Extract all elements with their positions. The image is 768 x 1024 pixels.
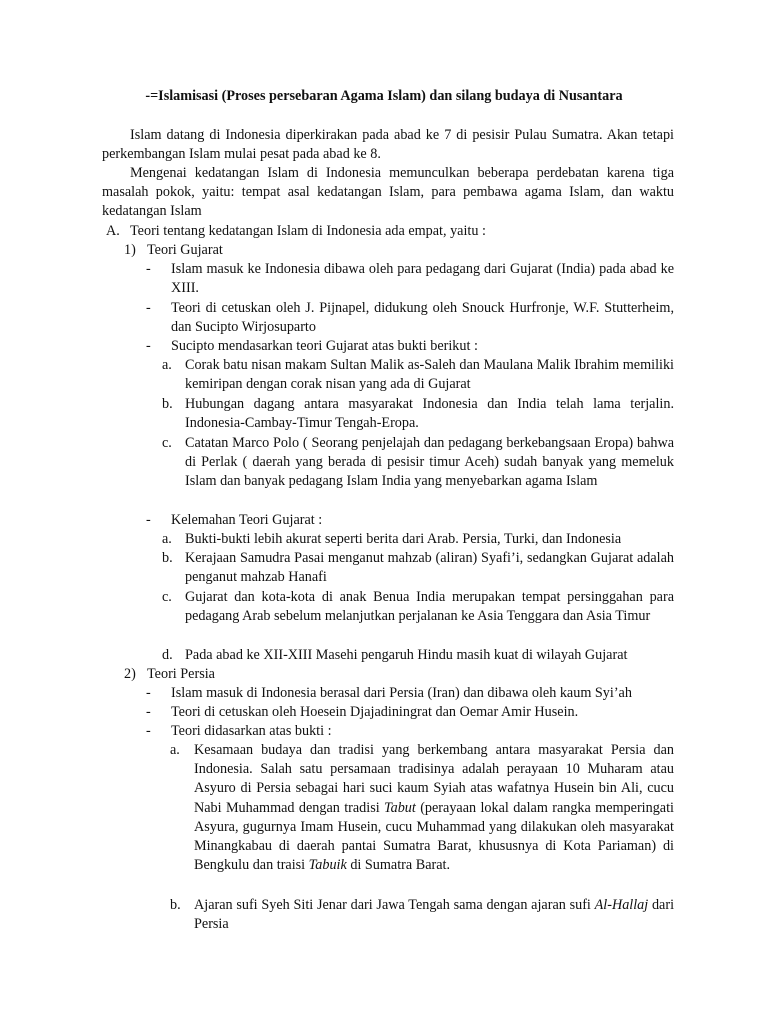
bullet-text: Kelemahan Teori Gujarat : <box>171 512 323 528</box>
item-text-part: di Sumatra Barat. <box>346 857 451 874</box>
list-item <box>170 896 674 934</box>
section-a <box>106 222 674 241</box>
bullet-text: Islam masuk di Indonesia berasal dari Persia (Iran) dan dibawa oleh kaum Syi’ah <box>171 685 632 701</box>
bullet-text: Islam masuk ke Indonesia dibawa oleh para pedagang dari Gujarat (India) pada abad ke XIII. <box>171 261 674 297</box>
item-text: Catatan Marco Polo ( Seorang penjelajah dan pedagang berkebangsaan Eropa) bahwa di Perlak ( daerah yang berada di pesisir timur Aceh) sudah banyak yang memeluk Islam dan banyak pedagang Islam India yang menyebarkan agama Islam <box>185 435 674 490</box>
list-item <box>146 260 674 298</box>
letter-marker: b. <box>162 396 173 412</box>
theory-title: Teori Gujarat <box>147 242 223 258</box>
item-text: Bukti-bukti lebih akurat seperti berita dari Arab. Persia, Turki, dan Indonesia <box>185 531 622 547</box>
list-item <box>162 549 674 587</box>
document-title: -=Islamisasi (Proses persebaran Agama Islam) dan silang budaya di Nusantara <box>145 88 623 104</box>
list-item <box>146 337 674 356</box>
item-text <box>194 896 674 934</box>
dash-marker: - <box>146 685 151 701</box>
theory-title: Teori Persia <box>147 666 215 682</box>
theory-heading-gujarat <box>124 241 674 260</box>
list-item <box>146 703 674 722</box>
bullet-text: Teori didasarkan atas bukti : <box>171 723 332 739</box>
item-text-italic: Tabut <box>384 799 416 816</box>
list-item <box>162 434 674 492</box>
item-text: Pada abad ke XII-XIII Masehi pengaruh Hindu masih kuat di wilayah Gujarat <box>185 647 628 663</box>
dash-marker: - <box>146 261 151 277</box>
section-marker: A. <box>106 223 120 239</box>
dash-marker: - <box>146 300 151 316</box>
list-marker: 1) <box>124 242 136 258</box>
theory-heading-persia <box>124 665 674 684</box>
item-text-part: Kesamaan budaya dan tradisi yang berkembang antara masyarakat Persia dan Indonesia. Salah satu persamaan tradisinya adalah perayaan 10 Muharam atau Asyuro di Persia sebagai hari suci kaum Syiah atas wafatnya Husein bin Ali, cucu Nabi Muhammad dengan tradisi <box>194 742 674 816</box>
intro-paragraph-2: Mengenai kedatangan Islam di Indonesia memunculkan beberapa perdebatan karena tiga masalah pokok, yaitu: tempat asal kedatangan Islam, para pembawa agama Islam, dan waktu kedatangan Islam <box>102 165 674 220</box>
list-item <box>146 684 674 703</box>
letter-marker: b. <box>162 550 173 566</box>
item-text-part: Ajaran sufi Syeh Siti Jenar dari Jawa Tengah sama dengan ajaran sufi <box>194 897 595 913</box>
item-text-italic: Tabuik <box>308 857 347 874</box>
item-text-part: (perayaan lokal dalam rangka memperingati Asyura, gugurnya Imam Husein, cucu Muhammad yang dilakukan oleh masyarakat Minangkabau di daerah pantai Sumatra Barat, khususnya di Kota Pariaman) di Bengkulu dan traisi <box>194 799 674 874</box>
list-item <box>146 299 674 337</box>
dash-marker: - <box>146 338 151 354</box>
list-item <box>170 741 674 875</box>
item-text: Corak batu nisan makam Sultan Malik as-Saleh dan Maulana Malik Ibrahim memiliki kemiripan dengan corak nisan yang ada di Gujarat <box>185 357 674 393</box>
bullet-text: Teori di cetuskan oleh Hoesein Djajadiningrat dan Oemar Amir Husein. <box>171 704 579 720</box>
letter-marker: a. <box>162 357 172 373</box>
dash-marker: - <box>146 723 151 739</box>
item-text: Gujarat dan kota-kota di anak Benua India merupakan tempat persinggahan para pedagang Arab sebelum melanjutkan perjalanan ke Asia Tenggara dan Asia Timur <box>185 589 674 625</box>
list-item <box>162 356 674 394</box>
list-item <box>162 588 674 626</box>
list-item <box>146 722 674 741</box>
list-item <box>146 511 674 530</box>
letter-marker: c. <box>162 435 172 451</box>
dash-marker: - <box>146 704 151 720</box>
bullet-text: Sucipto mendasarkan teori Gujarat atas bukti berikut : <box>171 338 478 354</box>
item-text: Kerajaan Samudra Pasai menganut mahzab (aliran) Syafi’i, sedangkan Gujarat adalah penganut mahzab Hanafi <box>185 550 674 586</box>
list-item <box>162 646 674 665</box>
list-item <box>162 395 674 433</box>
bullet-text: Teori di cetuskan oleh J. Pijnapel, didukung oleh Snouck Hurfronje, W.F. Stutterheim, dan Sucipto Wirjosuparto <box>171 300 674 336</box>
letter-marker: c. <box>162 589 172 605</box>
letter-marker: a. <box>162 531 172 547</box>
letter-marker: d. <box>162 647 173 663</box>
item-text-italic: Al-Hallaj <box>594 897 649 913</box>
list-marker: 2) <box>124 666 136 682</box>
list-item <box>162 530 674 549</box>
section-a-text: Teori tentang kedatangan Islam di Indonesia ada empat, yaitu : <box>130 223 486 239</box>
item-text: Hubungan dagang antara masyarakat Indonesia dan India telah lama terjalin. Indonesia-Cambay-Timur Tengah-Eropa. <box>185 396 674 432</box>
item-text-part: dari Persia <box>194 897 675 933</box>
intro-paragraph-1: Islam datang di Indonesia diperkirakan pada abad ke 7 di pesisir Pulau Sumatra. Akan tetapi perkembangan Islam mulai pesat pada abad ke 8. <box>102 127 674 163</box>
item-text <box>194 741 674 875</box>
letter-marker: b. <box>170 897 181 913</box>
letter-marker: a. <box>170 742 180 758</box>
dash-marker: - <box>146 512 151 528</box>
